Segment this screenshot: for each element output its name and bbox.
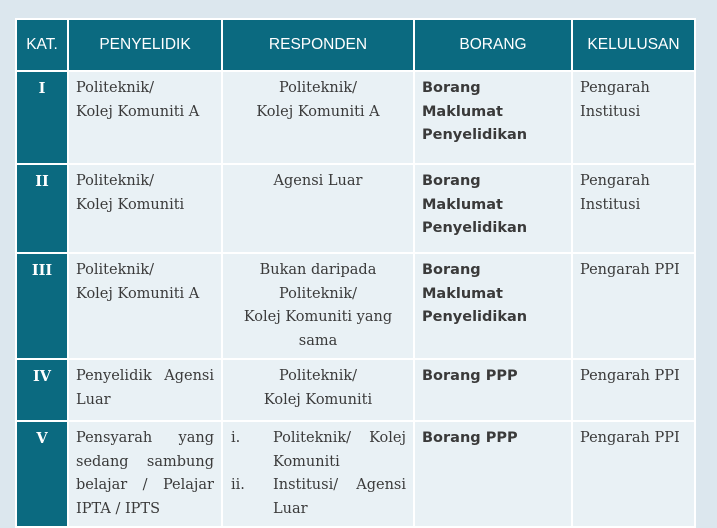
responden-cell	[222, 421, 414, 527]
header-responden: RESPONDEN	[222, 19, 414, 71]
cell-line: Pensyarah yang	[76, 430, 214, 446]
cell-line: sedang sambung	[76, 453, 214, 470]
cell-line: Pengarah PPI	[580, 430, 680, 446]
cell-line: Maklumat	[422, 103, 503, 120]
responden-cell	[222, 164, 414, 253]
cell-line: Kolej Komuniti A	[76, 285, 200, 302]
list-item	[231, 474, 406, 521]
cell-line: Kolej Komuniti	[76, 196, 185, 213]
borang-cell	[414, 359, 572, 421]
borang-cell	[414, 71, 572, 164]
kat-cell: II	[16, 164, 68, 253]
header-kat: KAT.	[16, 19, 68, 71]
cell-line: Penyelidik Agensi	[76, 368, 214, 384]
cell-line: belajar / Pelajar	[76, 477, 214, 493]
cell-line: Bukan daripada	[259, 262, 377, 278]
kelulusan-cell	[572, 253, 695, 359]
responden-list	[231, 427, 406, 521]
cell-line: Penyelidikan	[422, 220, 528, 236]
list-number: ii.	[231, 477, 245, 493]
kat-cell: V	[16, 421, 68, 527]
list-number: i.	[231, 430, 241, 446]
cell-line: Borang PPP	[422, 368, 518, 384]
cell-line: Komuniti	[273, 453, 340, 470]
table-row	[16, 359, 695, 421]
cell-line: Borang	[422, 262, 481, 278]
cell-line: Pengarah	[580, 173, 650, 189]
borang-cell	[414, 164, 572, 253]
cell-line: sama	[298, 332, 338, 349]
cell-line: Kolej Komuniti yang	[243, 309, 393, 325]
header-kelulusan: KELULUSAN	[572, 19, 695, 71]
cell-line: Pengarah PPI	[580, 262, 680, 278]
cell-line: Institusi	[580, 103, 641, 120]
cell-line: Agensi Luar	[273, 173, 363, 189]
cell-line: Borang	[422, 80, 481, 96]
penyelidik-cell	[68, 164, 222, 253]
cell-line: Luar	[76, 391, 111, 408]
cell-line: Politeknik/	[76, 173, 155, 189]
table-row	[16, 71, 695, 164]
cell-line: Kolej Komuniti A	[76, 103, 200, 120]
cell-line: Borang	[422, 173, 481, 189]
kat-cell: IV	[16, 359, 68, 421]
cell-line: Politeknik/ Kolej	[273, 430, 406, 446]
kelulusan-cell	[572, 421, 695, 527]
cell-line: Pengarah PPI	[580, 368, 680, 384]
cell-line: Politeknik/	[278, 368, 357, 384]
responden-cell	[222, 71, 414, 164]
responden-cell	[222, 359, 414, 421]
cell-line: Institusi/ Agensi	[273, 477, 406, 493]
responden-cell	[222, 253, 414, 359]
header-penyelidik: PENYELIDIK	[68, 19, 222, 71]
kategori-table	[15, 18, 696, 528]
kelulusan-cell	[572, 359, 695, 421]
cell-line: Politeknik/	[278, 285, 357, 302]
cell-line: Pengarah	[580, 80, 650, 96]
cell-line: Politeknik/	[278, 80, 357, 96]
kat-cell: III	[16, 253, 68, 359]
cell-line: Penyelidikan	[422, 309, 528, 325]
cell-line: Luar	[273, 500, 308, 517]
penyelidik-cell	[68, 253, 222, 359]
cell-line: Institusi	[580, 196, 641, 213]
penyelidik-cell	[68, 359, 222, 421]
cell-line: Politeknik/	[76, 262, 155, 278]
kelulusan-cell	[572, 71, 695, 164]
cell-line: Borang PPP	[422, 430, 518, 446]
cell-line: Kolej Komuniti A	[256, 103, 380, 120]
borang-cell	[414, 253, 572, 359]
table-row	[16, 164, 695, 253]
borang-cell	[414, 421, 572, 527]
table-row	[16, 421, 695, 527]
cell-line: Maklumat	[422, 285, 503, 302]
list-item	[231, 427, 406, 474]
table-row	[16, 253, 695, 359]
header-row	[16, 19, 695, 71]
header-borang: BORANG	[414, 19, 572, 71]
cell-line: Politeknik/	[76, 80, 155, 96]
cell-line: Penyelidikan	[422, 127, 528, 143]
penyelidik-cell	[68, 421, 222, 527]
kat-cell: I	[16, 71, 68, 164]
cell-line: IPTA / IPTS	[76, 500, 161, 517]
cell-line: Maklumat	[422, 196, 503, 213]
penyelidik-cell	[68, 71, 222, 164]
kelulusan-cell	[572, 164, 695, 253]
cell-line: Kolej Komuniti	[263, 391, 373, 408]
